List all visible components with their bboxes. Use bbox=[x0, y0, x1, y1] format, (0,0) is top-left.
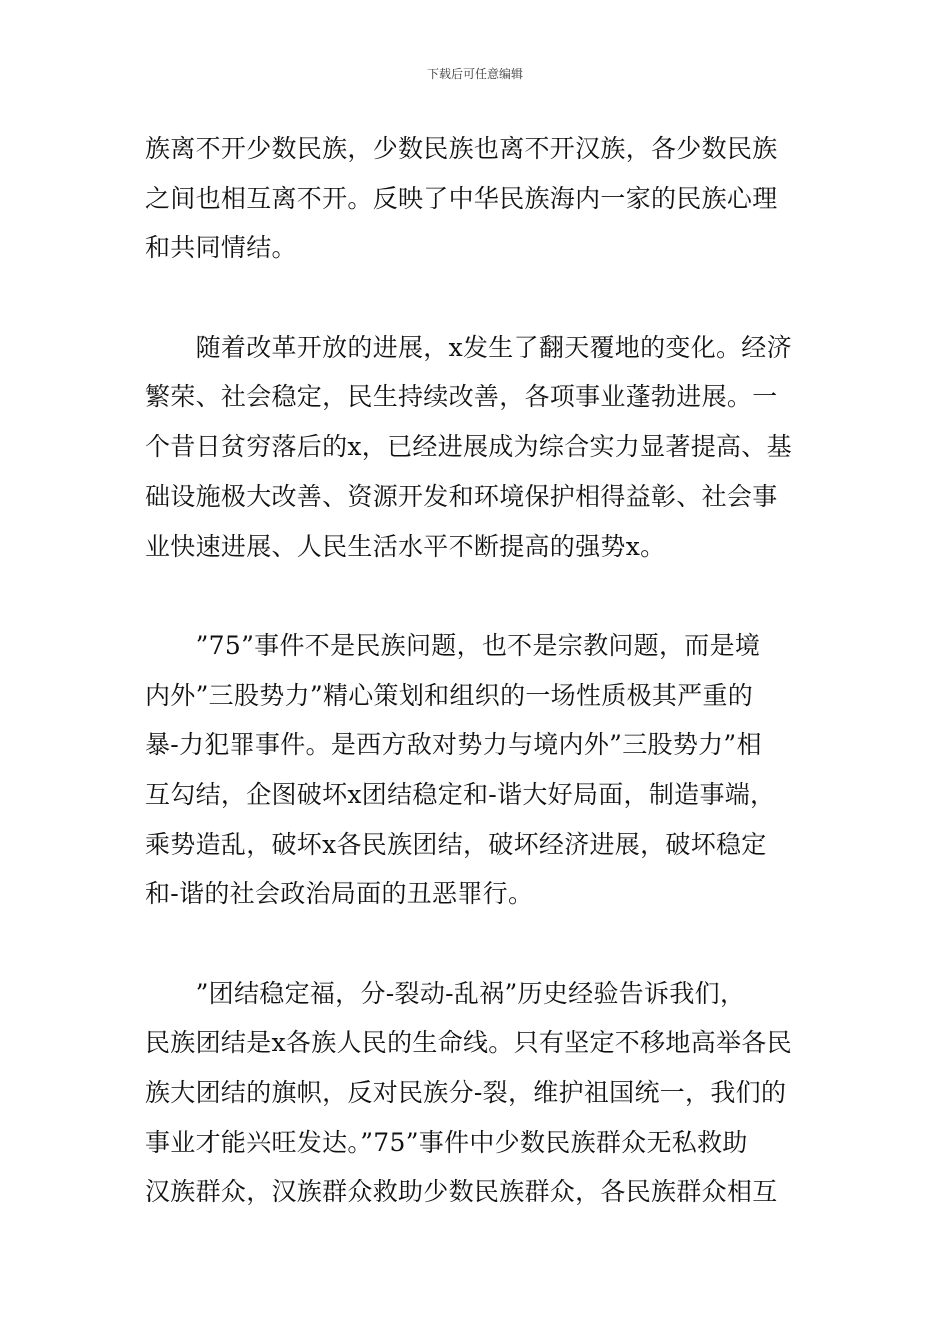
text-line: 繁荣、社会稳定，民生持续改善，各项事业蓬勃进展。一 bbox=[145, 382, 778, 412]
text-line: 础设施极大改善、资源开发和环境保护相得益彰、社会事 bbox=[145, 481, 778, 511]
text-line: 汉族群众，汉族群众救助少数民族群众，各民族群众相互 bbox=[145, 1177, 778, 1207]
text-line: 族大团结的旗帜，反对民族分-裂，维护祖国统一，我们的 bbox=[145, 1078, 787, 1108]
text-line: 事业才能兴旺发达。”75”事件中少数民族群众无私救助 bbox=[145, 1127, 748, 1157]
text-line: ”团结稳定福，分-裂动-乱祸”历史经验告诉我们， bbox=[145, 978, 746, 1008]
text-line: 内外”三股势力”精心策划和组织的一场性质极其严重的 bbox=[145, 680, 754, 710]
text-line: 互勾结，企图破坏x团结稳定和-谐大好局面，制造事端， bbox=[145, 779, 776, 809]
paragraph-spacer bbox=[145, 919, 807, 969]
page-header: 下载后可任意编辑 bbox=[426, 67, 523, 81]
document-body bbox=[145, 124, 807, 1217]
paragraph-2 bbox=[145, 323, 807, 571]
paragraph-spacer bbox=[145, 571, 807, 621]
text-line: 乘势造乱，破坏x各民族团结，破坏经济进展，破坏稳定 bbox=[145, 829, 767, 859]
text-line: 民族团结是x各族人民的生命线。只有坚定不移地高举各民 bbox=[145, 1028, 792, 1058]
text-line: 和共同情结。 bbox=[145, 233, 297, 263]
text-line: 和-谐的社会政治局面的丑恶罪行。 bbox=[145, 879, 534, 909]
paragraph-1 bbox=[145, 124, 807, 273]
text-line: 暴-力犯罪事件。是西方敌对势力与境内外”三股势力”相 bbox=[145, 730, 762, 760]
text-line: 个昔日贫穷落后的x，已经进展成为综合实力显著提高、基 bbox=[145, 432, 792, 462]
text-line: 之间也相互离不开。反映了中华民族海内一家的民族心理 bbox=[145, 183, 778, 213]
paragraph-spacer bbox=[145, 273, 807, 323]
text-line: 业快速进展、人民生活水平不断提高的强势x。 bbox=[145, 531, 666, 561]
paragraph-3 bbox=[145, 621, 807, 919]
text-line: 随着改革开放的进展，x发生了翻天覆地的变化。经济 bbox=[145, 332, 792, 362]
text-line: 族离不开少数民族，少数民族也离不开汉族，各少数民族 bbox=[145, 134, 778, 163]
text-line: ”75”事件不是民族问题，也不是宗教问题，而是境 bbox=[145, 630, 761, 660]
paragraph-4 bbox=[145, 969, 807, 1217]
